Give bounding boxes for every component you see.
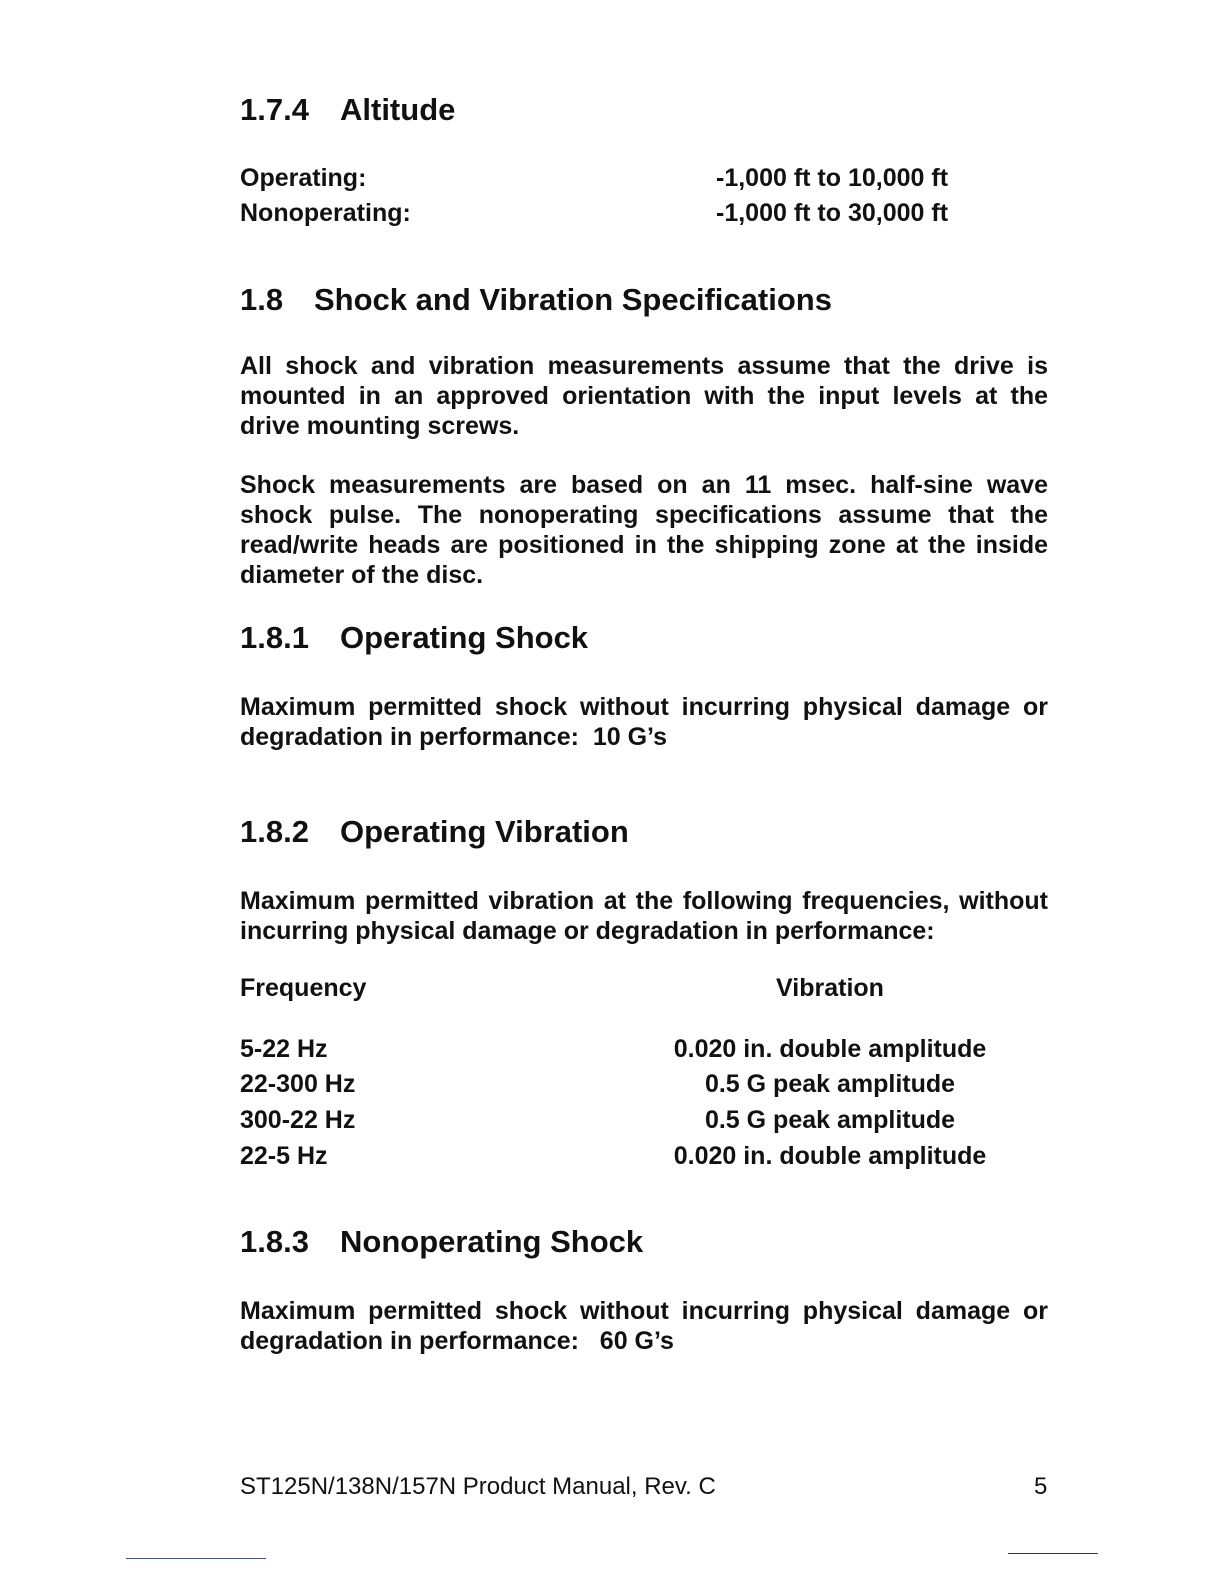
operating-vibration-heading xyxy=(240,814,629,850)
table-row-vibration: 0.020 in. double amplitude xyxy=(673,1035,987,1063)
nonoperating-shock-text: Maximum permitted shock without incurring physical damage or degradation in performance: xyxy=(240,1297,1048,1355)
page-number: 5 xyxy=(1034,1473,1048,1500)
footer-manual-title: ST125N/138N/157N Product Manual, Rev. C xyxy=(240,1473,716,1500)
section-number: 1.8.3 xyxy=(240,1224,309,1259)
table-row-vibration: 0.5 G peak amplitude xyxy=(704,1070,956,1098)
altitude-operating-label: Operating: xyxy=(240,164,367,192)
altitude-nonoperating-label: Nonoperating: xyxy=(240,199,411,227)
nonoperating-shock-value: 60 G’s xyxy=(599,1327,674,1355)
table-row-frequency: 300-22 Hz xyxy=(240,1106,356,1134)
shock-vibration-paragraph-2: Shock measurements are based on an 11 msec. half-sine wave shock pulse. The nonoperating specifications assume that the read/write heads are positioned in the shipping zone at the inside diameter of the disc. xyxy=(240,471,1048,589)
operating-shock-heading xyxy=(240,620,588,656)
frequency-column-header: Frequency xyxy=(240,974,367,1002)
table-row-frequency: 22-300 Hz xyxy=(240,1070,356,1098)
section-title: Operating Vibration xyxy=(340,814,629,849)
vibration-column-header: Vibration xyxy=(776,974,884,1002)
nonoperating-shock-paragraph xyxy=(240,1296,1048,1356)
shock-vibration-heading xyxy=(240,282,832,318)
operating-shock-value: 10 G’s xyxy=(592,723,667,751)
nonoperating-shock-heading xyxy=(240,1224,643,1260)
shock-vibration-paragraph-1: All shock and vibration measurements assume that the drive is mounted in an approved orientation with the input levels at the drive mounting screws. xyxy=(240,352,1048,440)
altitude-heading xyxy=(240,92,455,128)
operating-shock-paragraph xyxy=(240,692,1048,752)
altitude-operating-value: -1,000 ft to 10,000 ft xyxy=(716,164,949,192)
table-row-vibration: 0.020 in. double amplitude xyxy=(673,1142,987,1170)
section-number: 1.8 xyxy=(240,282,284,317)
section-title: Nonoperating Shock xyxy=(340,1224,644,1259)
bottom-divider-right xyxy=(1008,1553,1098,1554)
operating-vibration-paragraph: Maximum permitted vibration at the following frequencies, without incurring physical damage or degradation in performance: xyxy=(240,887,1048,945)
section-title: Shock and Vibration Specifications xyxy=(314,282,832,317)
table-row-vibration: 0.5 G peak amplitude xyxy=(704,1106,956,1134)
section-number: 1.8.2 xyxy=(240,814,309,849)
section-number: 1.7.4 xyxy=(240,92,309,127)
bottom-divider-left xyxy=(126,1558,266,1559)
table-row-frequency: 5-22 Hz xyxy=(240,1035,328,1063)
operating-shock-text: Maximum permitted shock without incurring physical damage or degradation in performance: xyxy=(240,693,1048,751)
section-title: Operating Shock xyxy=(340,620,589,655)
section-number: 1.8.1 xyxy=(240,620,309,655)
altitude-nonoperating-value: -1,000 ft to 30,000 ft xyxy=(716,199,949,227)
table-row-frequency: 22-5 Hz xyxy=(240,1142,328,1170)
section-title: Altitude xyxy=(340,92,456,127)
